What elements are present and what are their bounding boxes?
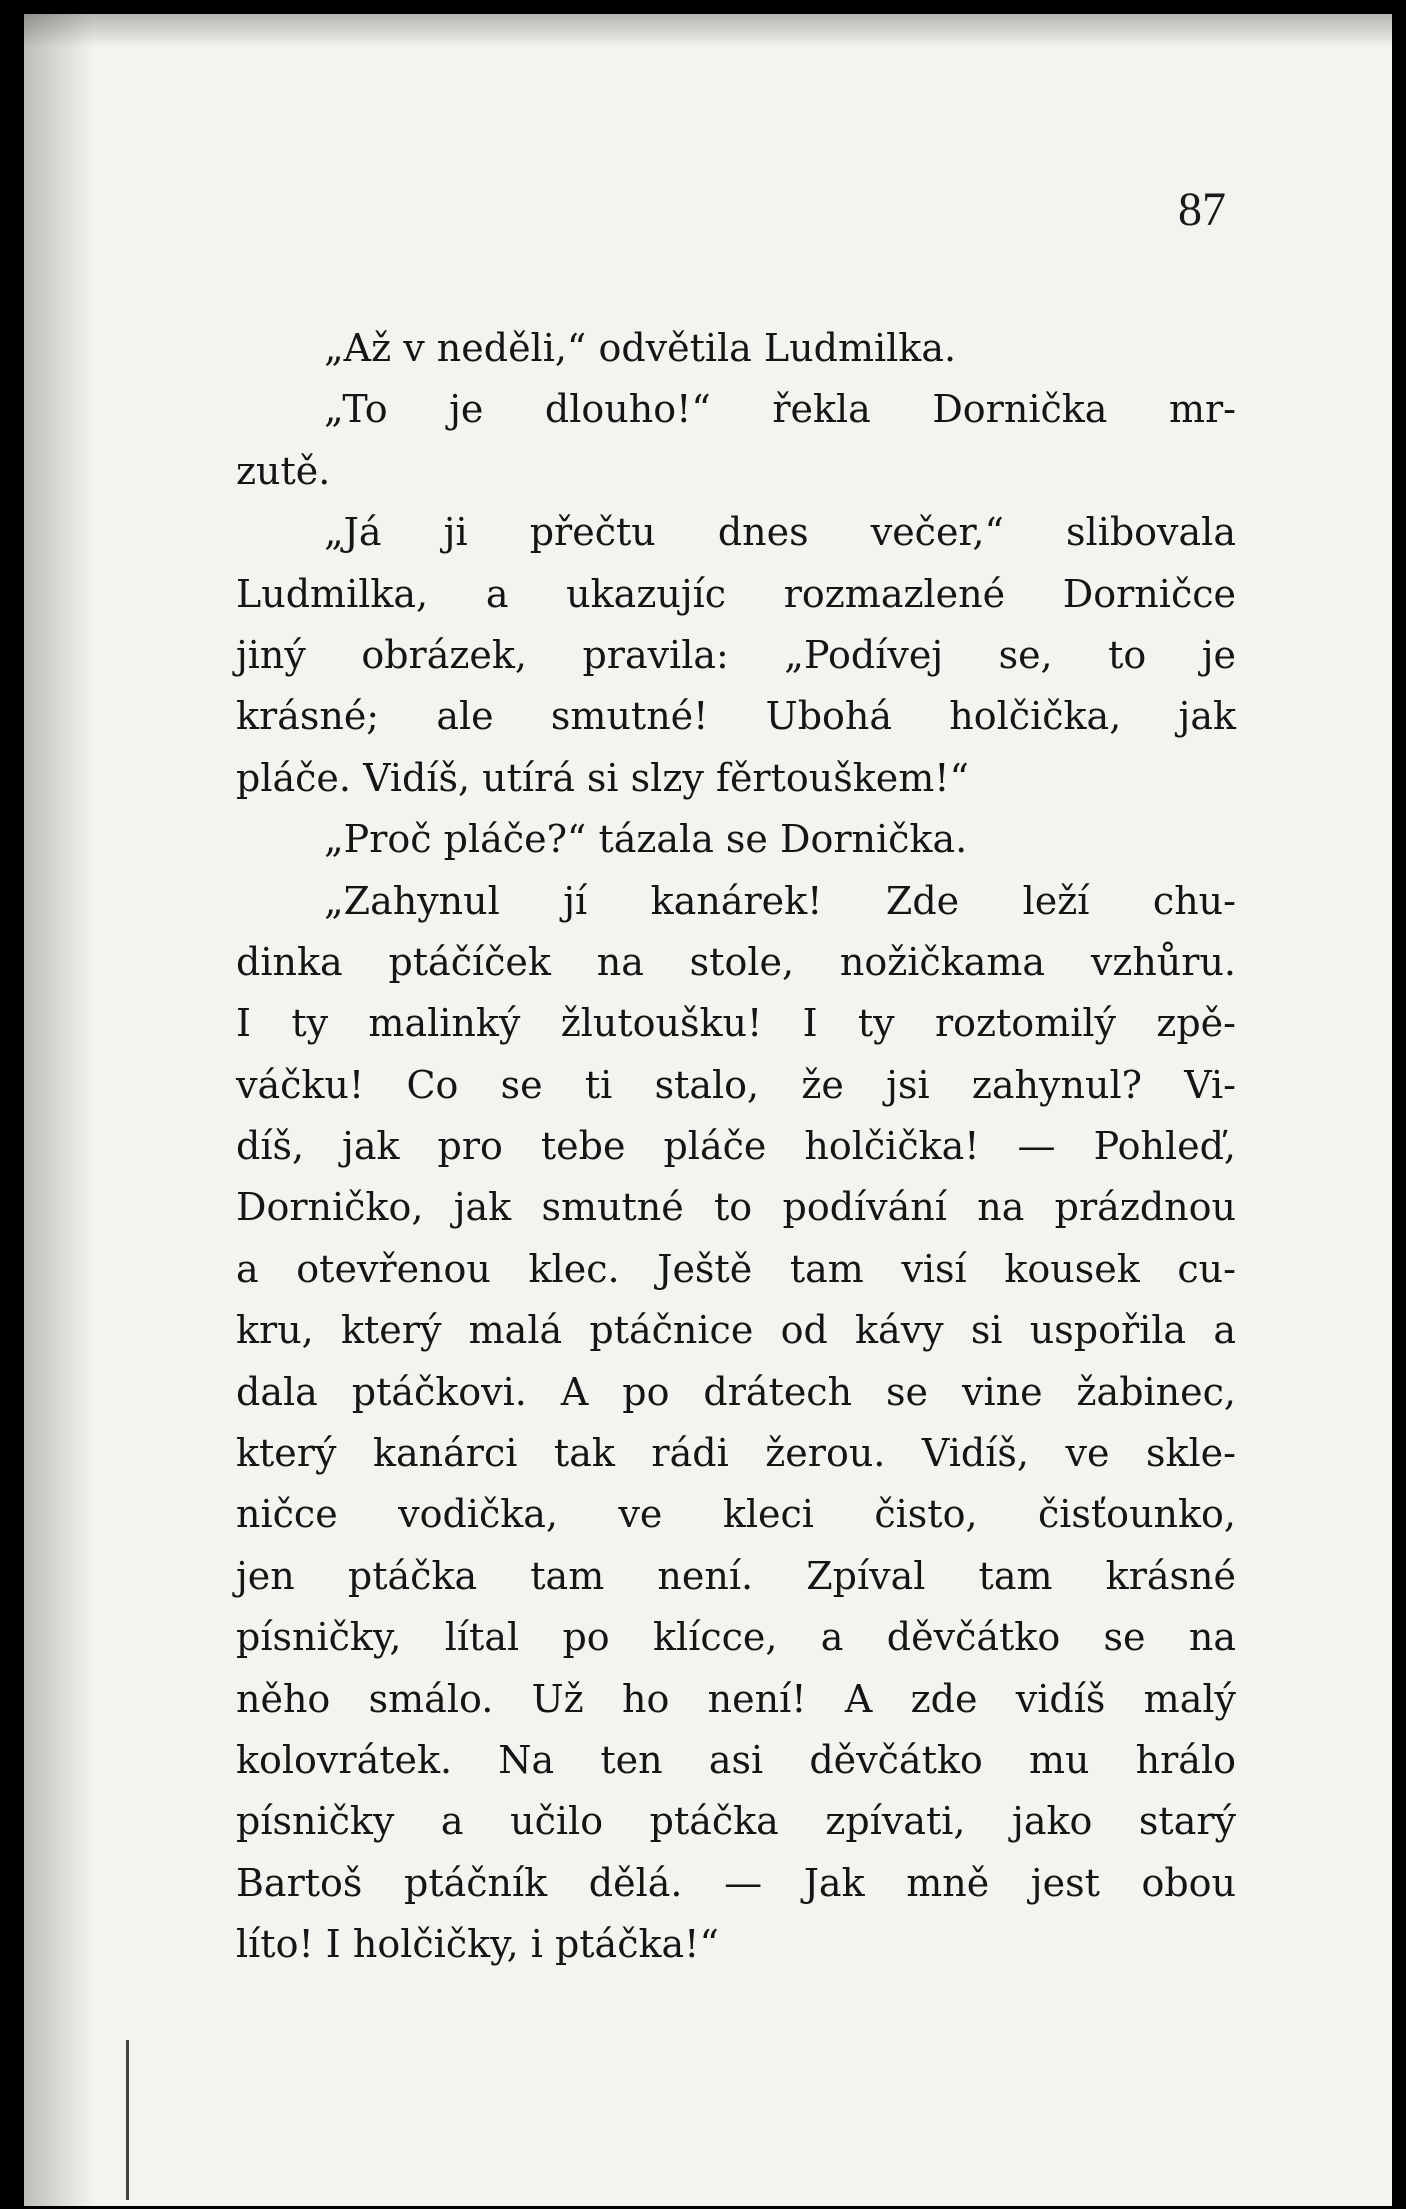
text-line: který kanárci tak rádi žerou. Vidíš, ve skle-	[236, 1431, 1236, 1476]
body-text	[236, 318, 1236, 1976]
text-line: „To je dlouho!“ řekla Dornička mr-	[324, 387, 1236, 432]
text-line: jiný obrázek, pravila: „Podívej se, to je	[236, 632, 1236, 677]
text-line: kolovrátek. Na ten asi děvčátko mu hrálo	[236, 1737, 1236, 1782]
page-number: 87	[1178, 183, 1226, 236]
text-line: jen ptáčka tam není. Zpíval tam krásné	[236, 1553, 1236, 1598]
margin-rule	[126, 2040, 129, 2200]
text-line: kru, který malá ptáčnice od kávy si uspořila a	[236, 1308, 1236, 1353]
text-line: Dorničko, jak smutné to podívání na prázdnou	[236, 1185, 1236, 1230]
text-line: něho smálo. Už ho není! A zde vidíš malý	[236, 1676, 1236, 1721]
text-line: písničky, lítal po klícce, a děvčátko se na	[236, 1615, 1236, 1660]
text-line: ničce vodička, ve kleci čisto, čisťounko,	[236, 1492, 1236, 1537]
text-line: krásné; ale smutné! Ubohá holčička, jak	[236, 694, 1236, 739]
text-line: pláče. Vidíš, utírá si slzy fěrtouškem!“	[236, 755, 969, 800]
text-line: a otevřenou klec. Ještě tam visí kousek cu-	[236, 1246, 1236, 1291]
text-line: líto! I holčičky, i ptáčka!“	[236, 1922, 719, 1967]
text-line: Ludmilka, a ukazujíc rozmazlené Dorničce	[236, 571, 1236, 616]
text-line: „Já ji přečtu dnes večer,“ slibovala	[324, 510, 1236, 555]
text-line: dinka ptáčíček na stole, nožičkama vzhůru.	[236, 939, 1236, 984]
text-line: Bartoš ptáčník dělá. — Jak mně jest obou	[236, 1860, 1236, 1905]
text-line: díš, jak pro tebe pláče holčička! — Pohleď,	[236, 1124, 1236, 1169]
text-line: „Zahynul jí kanárek! Zde leží chu-	[324, 878, 1236, 923]
text-line: dala ptáčkovi. A po drátech se vine žabinec,	[236, 1369, 1236, 1414]
text-line: písničky a učilo ptáčka zpívati, jako starý	[236, 1799, 1236, 1844]
text-line: I ty malinký žlutoušku! I ty roztomilý zpě-	[236, 1001, 1236, 1046]
text-line: váčku! Co se ti stalo, že jsi zahynul? Vi-	[236, 1062, 1236, 1107]
text-line: „Až v neděli,“ odvětila Ludmilka.	[324, 326, 957, 370]
text-line: „Proč pláče?“ tázala se Dornička.	[324, 817, 968, 862]
text-line: zutě.	[236, 448, 331, 493]
